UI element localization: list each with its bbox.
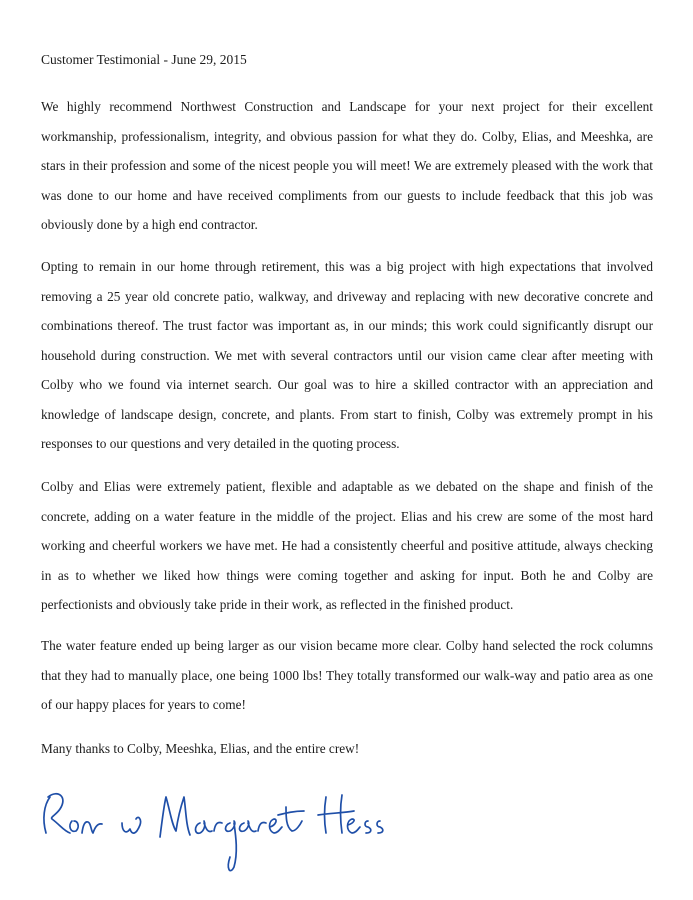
paragraph-crew-praise: Colby and Elias were extremely patient, flexible and adaptable as we debated on the shape and finish of the concrete, adding on a water feature in the middle of the project. Elias and his crew are some of the most hard working and cheerful workers we have met. He had a consistently cheerful and positive attitude, always checking in as to whether we liked how things were coming together and asking for input. Both he and Colby are perfectionists and obviously take pride in their work, as reflected in the finished product. <box>41 479 653 612</box>
paragraph-project-background: Opting to remain in our home through retirement, this was a big project with high expectations that involved removing a 25 year old concrete patio, walkway, and driveway and replacing with new decorative concrete and combinations thereof. The trust factor was important as, in our minds; this work could significantly disrupt our household during construction. We met with several contractors until our vision came clear after meeting with Colby who we found via internet search. Our goal was to hire a skilled contractor with an appreciation and knowledge of landscape design, concrete, and plants. From start to finish, Colby was extremely prompt in his responses to our questions and very detailed in the quoting process. <box>41 259 653 451</box>
paragraph-recommendation: We highly recommend Northwest Construction and Landscape for your next project for their excellent workmanship, professionalism, integrity, and obvious passion for what they do. Colby, Elias, and Meeshka, are stars in their profession and some of the nicest people you will meet! We are extremely pleased with the work that was done to our home and have received compliments from our guests to include feedback that this job was obviously done by a high end contractor. <box>41 99 653 232</box>
paragraph-thanks: Many thanks to Colby, Meeshka, Elias, and the entire crew! <box>41 741 360 756</box>
paragraph-water-feature: The water feature ended up being larger as our vision became more clear. Colby hand selected the rock columns that they had to manually place, one being 1000 lbs! They totally transformed our walk-way and patio area as one of our happy places for years to come! <box>41 638 653 712</box>
signature-ink <box>30 775 390 880</box>
letter-heading: Customer Testimonial - June 29, 2015 <box>41 52 247 67</box>
handwritten-signature <box>30 775 390 880</box>
